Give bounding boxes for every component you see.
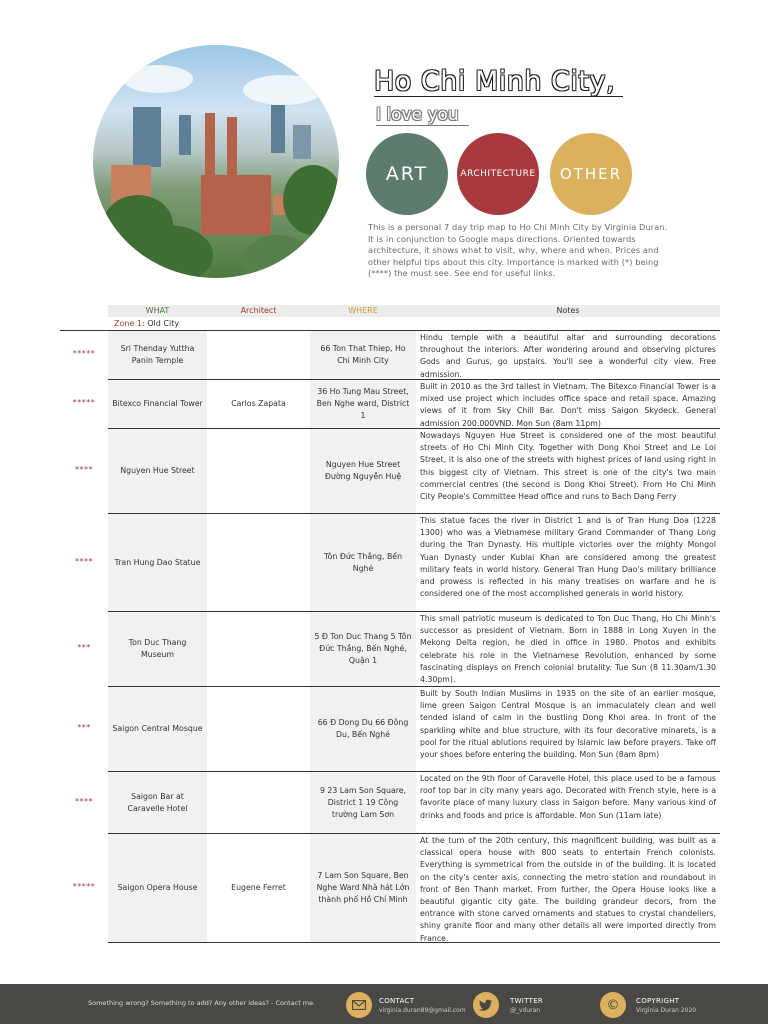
page-title: Ho Chi Minh City, [374,68,623,97]
table-row [60,834,720,943]
intro-text: This is a personal 7 day trip map to Ho Chi Minh City by Virginia Duran. It is in conjunction to Google maps directions. Oriented towards architecture, it shows what to visit, why, where and when. Prices and other helpful tips about this city. Importance is marked with (*) being (****) the must see. See end for useful links. [368,222,668,278]
table-row-cells [108,514,720,612]
table-row-cells [108,331,720,380]
cell-architect: Carlos Zapata [231,399,286,408]
table-row [60,514,720,612]
cell-what: Nguyen Hue Street [108,429,207,513]
cell-what: Saigon Bar at Caravelle Hotel [108,772,207,833]
twitter-handle[interactable]: @_vduran [510,1007,541,1014]
footer [0,984,768,1024]
cell-what: Ton Duc Thang Museum [108,612,207,686]
cell-architect [207,772,310,833]
cell-notes: Located on the 9th floor of Caravelle Hotel, this place used to be a famous roof top bar in city many years ago. Decorated with French style, here is a favorite place of many luxury class in Saigon before. Many various kind of drinks and foods and price is affordable. Mon Sun (11am late) [420,774,716,820]
zone-label [60,317,720,331]
cell-notes: At the turn of the 20th century, this magnificent building, was built as a classical opera house with 800 seats to entertain French colonists. Everything is symmetrical from the outside in of the building. It is located on the city's center axis, connecting the metro station and roundabout in front of Ben Thanh market. From further, the Opera House looks like a beautiful gigantic city gate. The building grandeur decors, from the entrance with stone carved ornaments and statues to crystal chandeliers, shiny granite floor and many other details all were imported directly from France. [420,836,716,943]
zone-number: Zone 1: [114,319,145,328]
twitter-label: TWITTER [510,997,544,1005]
trip-table [60,305,720,943]
cell-what: Sri Thenday Yuttha Panin Temple [108,331,207,379]
table-row-cells [108,612,720,687]
badge-art: ART [366,133,448,215]
copyright-icon: © [600,992,626,1018]
table-row [60,429,720,514]
cell-where: 7 Lam Son Square, Ben Nghe Ward Nhà hát Lớn thành phố Hồ Chí Minh [310,834,416,942]
cell-notes: This small patriotic museum is dedicated to Ton Duc Thang, Ho Chi Minh's successor as president of Vietnam. Born in 1888 in Long Xuyen in the Mekong Delta region, he died in office in 1980. Photos and exhibits celebrate his role in the Vietnamese Revolution, enhanced by some fascinating displays on French colonial brutality. Tue Sun (8 11.30am/1.30 4.30pm). [420,614,716,685]
cell-architect [207,331,310,379]
header-architect: Architect [240,306,277,315]
importance-stars: **** [75,796,93,806]
table-header [108,305,720,317]
cell-what: Saigon Central Mosque [108,687,207,771]
cell-what: Tran Hung Dao Statue [108,514,207,611]
page-subtitle: I love you [376,105,469,126]
table-body [60,331,720,943]
cell-where: 5 Đ Ton Duc Thang 5 Tôn Đức Thắng, Bến Nghé, Quận 1 [310,612,416,686]
cell-notes: Nowadays Nguyen Hue Street is considered one of the most beautiful streets of Ho Chi Minh City. Together with Dong Khoi Street and Le Loi Street, it is also one of the streets with highest prices of land using right in this biggest city of Vietnam. This street is one of the city's two main commercial centres (the second is Dong Khoi Street). From Ho Chi Minh City People's Committee Head office and runs to Bach Dang Ferry [420,431,716,502]
zone-name: Old City [147,319,180,328]
importance-stars: **** [75,465,93,474]
badge-architecture: ARCHITECTURE [457,133,539,215]
mail-icon[interactable] [346,992,372,1018]
table-row-cells [108,429,720,514]
copyright-label: COPYRIGHT [636,997,680,1005]
cell-where: Nguyen Hue Street Đường Nguyễn Huệ [310,429,416,513]
twitter-bird-icon[interactable] [473,992,499,1018]
table-row-cells [108,772,720,834]
cell-architect [207,429,310,513]
cell-notes: Built by South Indian Muslims in 1935 on the site of an earlier mosque, lime green Saigon Central Mosque is an immaculately clean and well tended island of calm in the bustling Dong Khoi area. In front of the sparkling white and blue structure, with its four decorative minarets, is a pool for the ritual ablutions required by Islamic law before prayers. Take off your shoes before entering the building. Mon Sun (8am 8pm) [420,689,716,760]
contact-email[interactable]: virginia.duran89@gmail.com [379,1007,466,1014]
city-photo [93,45,339,278]
cell-architect [207,687,310,771]
cell-architect: Eugene Ferret [231,883,286,892]
cell-where: 66 Đ Dong Du 66 Đông Du, Bến Nghé [310,687,416,771]
cell-what: Bitexco Financial Tower [108,380,207,428]
importance-stars: ***** [72,882,96,891]
copyright-text: Virginia Duran 2020 [636,1007,697,1014]
badge-other: OTHER [550,133,632,215]
header-what: WHAT [145,306,170,315]
table-row-cells [108,380,720,429]
cell-what: Saigon Opera House [108,834,207,942]
contact-label: CONTACT [379,997,415,1005]
cell-notes: This statue faces the river in District 1 and is of Tran Hung Doa (1228 1300) who was a Vietnamese military Grand Commander of Thang Long during the Tran Dynasty. His multiple victories over the mighty Mongol Yuan Dynasty under Kublai Khan are considered among the greatest military feats in world history. General Tran Hung Dao's military brilliance and prowess is reflected in his many treatises on warfare and he is considered one of the most accomplished generals in world history. [420,516,716,599]
header-where: WHERE [348,306,378,315]
cell-notes: Built in 2010 as the 3rd tallest in Vietnam. The Bitexco Financial Tower is a mixed use project which includes office space and retail space. Amazing views of it from Sky Chill Bar. Don't miss Saigon Skydeck. General admission 200.000VND. Mon Sun (8am 11pm) [420,382,716,428]
footer-message: Something wrong? Something to add? Any other ideas? - Contact me. [88,999,316,1007]
cell-where: Tôn Đức Thắng, Bến Nghé [310,514,416,611]
importance-stars: ***** [72,349,96,358]
cell-where: 9 23 Lam Son Square, District 1 19 Công trường Lam Sơn [310,772,416,833]
importance-stars: ***** [72,398,96,407]
table-row [60,612,720,687]
table-row-cells [108,687,720,772]
table-row [60,331,720,380]
cell-notes: Hindu temple with a beautiful altar and surrounding decorations throughout the interiors. After wondering around and observing pictures Gods and Gurus, go upstairs. You'll see a wonderful city view. Free admission. [420,333,716,379]
cell-architect [207,612,310,686]
cell-architect [207,514,310,611]
table-row-cells [108,834,720,943]
cell-where: 36 Ho Tung Mau Street, Ben Nghe ward, District 1 [310,380,416,428]
table-row [60,380,720,429]
table-row [60,687,720,772]
importance-stars: *** [77,723,91,732]
header-notes: Notes [556,306,580,315]
importance-stars: *** [77,643,91,652]
table-row [60,772,720,834]
importance-stars: **** [75,556,93,566]
cell-where: 66 Ton That Thiep, Ho Chi Minh City [310,331,416,379]
